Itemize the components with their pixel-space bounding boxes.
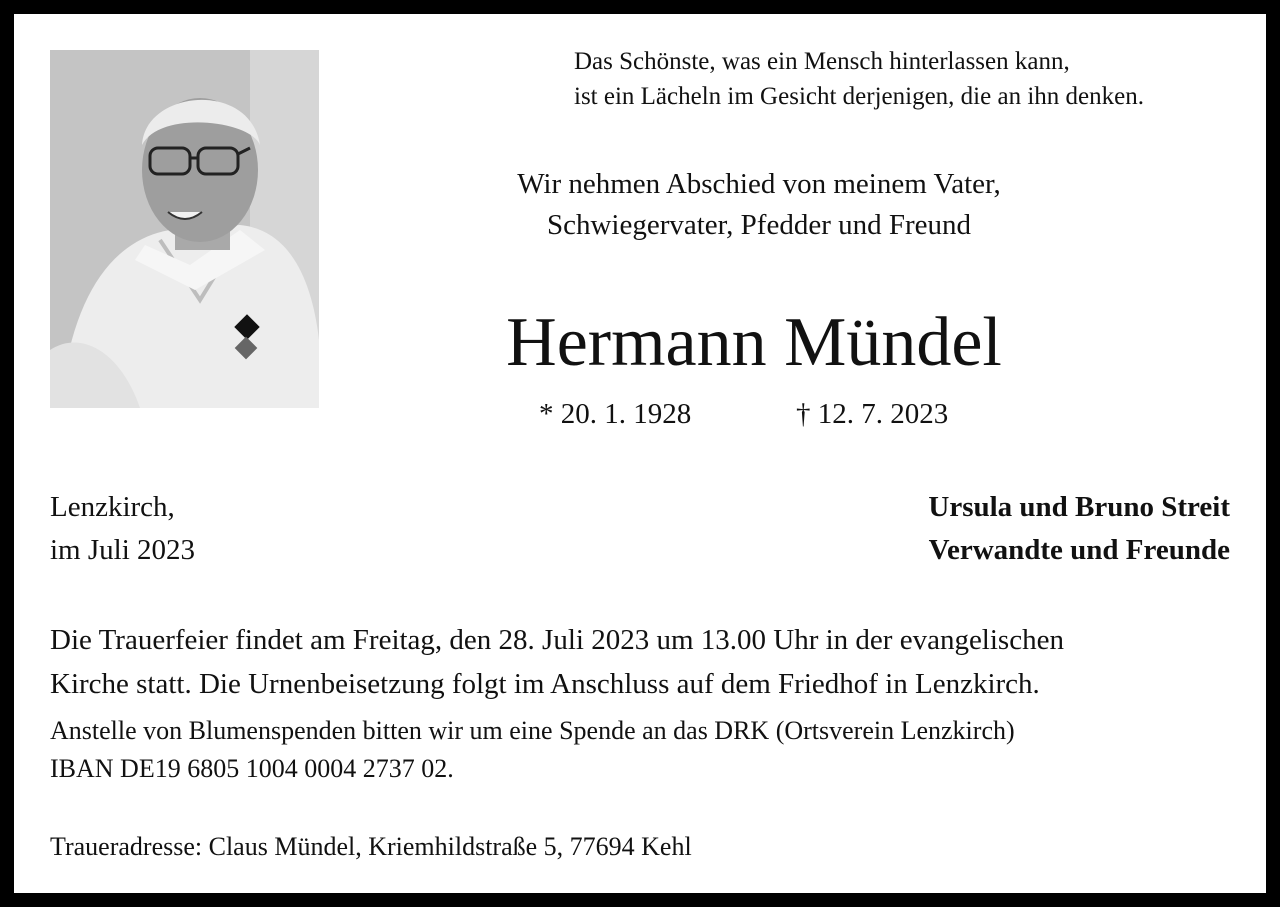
ceremony-line-2: Kirche statt. Die Urnenbeisetzung folgt im Anschluss auf dem Friedhof in Lenzkirch. bbox=[50, 668, 1040, 700]
ceremony-info bbox=[50, 618, 1240, 706]
quote-line-2: ist ein Lächeln im Gesicht derjenigen, die an ihn denken. bbox=[574, 83, 1144, 110]
mourners-signature bbox=[774, 486, 1230, 572]
mourners-line-2: Verwandte und Freunde bbox=[928, 534, 1230, 566]
iban-line: IBAN DE19 6805 1004 0004 2737 02. bbox=[50, 754, 454, 783]
date-line: im Juli 2023 bbox=[50, 534, 196, 566]
quote-line-1: Das Schönste, was ein Mensch hinterlassen kann, bbox=[574, 48, 1070, 75]
death-date: † 12. 7. 2023 bbox=[796, 398, 949, 430]
intro-line-2: Schwiegervater, Pfedder und Freund bbox=[546, 209, 972, 241]
farewell-intro bbox=[394, 164, 1124, 246]
birth-date: * 20. 1. 1928 bbox=[539, 398, 692, 430]
deceased-name: Hermann Mündel bbox=[506, 304, 1002, 381]
obituary-card bbox=[14, 14, 1266, 893]
place-line: Lenzkirch, bbox=[50, 491, 175, 523]
donation-line-1: Anstelle von Blumenspenden bitten wir um eine Spende an das DRK (Ortsverein Lenzkirch) bbox=[50, 716, 1015, 745]
donation-info bbox=[50, 712, 1240, 788]
portrait-photo bbox=[50, 50, 319, 408]
intro-line-1: Wir nehmen Abschied von meinem Vater, bbox=[517, 168, 1001, 200]
place-and-date bbox=[50, 486, 195, 572]
mourners-line-1: Ursula und Bruno Streit bbox=[928, 491, 1230, 523]
ceremony-line-1: Die Trauerfeier findet am Freitag, den 28. Juli 2023 um 13.00 Uhr in der evangelischen bbox=[50, 624, 1064, 656]
memorial-quote bbox=[574, 44, 1254, 114]
mourning-address: Traueradresse: Claus Mündel, Kriemhildstraße 5, 77694 Kehl bbox=[50, 832, 692, 861]
